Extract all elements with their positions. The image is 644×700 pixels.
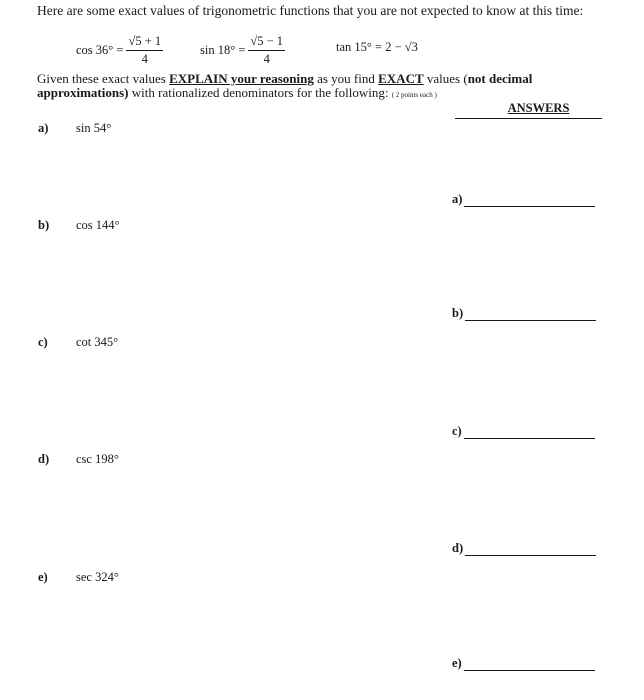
instr-part-4: with rationalized denominators for the following:	[128, 85, 389, 100]
problem-a-label: a)	[38, 121, 49, 135]
answer-a-blank[interactable]	[464, 194, 595, 207]
formula-cos36-lhs: cos 36° =	[76, 43, 124, 57]
formula-sin18-numerator: √5 − 1	[248, 34, 285, 51]
answer-b-blank[interactable]	[465, 308, 596, 321]
formula-cos36-denominator: 4	[141, 52, 148, 66]
formula-cos36	[76, 34, 163, 67]
formula-sin18-lhs: sin 18° =	[200, 43, 246, 57]
instr-explain: EXPLAIN your reasoning	[169, 71, 314, 86]
answer-c[interactable]	[452, 424, 595, 439]
answer-d-blank[interactable]	[465, 543, 596, 556]
answer-d-label: d)	[452, 541, 464, 555]
instr-exact: EXACT	[378, 71, 424, 86]
answer-c-blank[interactable]	[464, 426, 595, 439]
formula-tan15-text: tan 15° = 2 − √3	[336, 40, 418, 54]
answer-b-label: b)	[452, 306, 464, 320]
problem-e-text: sec 324°	[76, 570, 119, 584]
instr-part-3: values (	[423, 71, 468, 86]
instr-part-1: Given these exact values	[37, 71, 170, 86]
intro-text: Here are some exact values of trigonometric functions that you are not expected to know at this time:	[37, 3, 584, 18]
answers-header-text: ANSWERS	[507, 101, 570, 115]
problem-d-text: csc 198°	[76, 452, 119, 466]
formula-sin18-fraction	[248, 34, 285, 67]
instr-approximations: approximations)	[37, 85, 129, 100]
formula-tan15	[336, 40, 418, 55]
instr-not-decimal: not decimal	[467, 71, 533, 86]
answer-a-label: a)	[452, 192, 463, 206]
answer-d[interactable]	[452, 541, 596, 556]
problem-b-text: cos 144°	[76, 218, 120, 232]
answer-e-blank[interactable]	[464, 658, 595, 671]
answer-e-label: e)	[452, 656, 462, 670]
problem-c-text: cot 345°	[76, 335, 119, 349]
answer-c-label: c)	[452, 424, 462, 438]
answers-header	[455, 101, 602, 119]
problem-e-label: e)	[38, 570, 48, 584]
problem-b-label: b)	[38, 218, 50, 232]
instructions-line-2	[37, 86, 532, 102]
formula-cos36-fraction	[126, 34, 163, 67]
answer-b[interactable]	[452, 306, 596, 321]
instr-points: ( 2 points each )	[391, 91, 437, 99]
instructions-line-1	[37, 72, 532, 86]
problem-c-label: c)	[38, 335, 48, 349]
formula-cos36-numerator: √5 + 1	[126, 34, 163, 51]
problem-d-label: d)	[38, 452, 50, 466]
problem-a-text: sin 54°	[76, 121, 112, 135]
formula-sin18-denominator: 4	[263, 52, 270, 66]
answer-a[interactable]	[452, 192, 595, 207]
instr-part-2: as you find	[313, 71, 379, 86]
answer-e[interactable]	[452, 656, 595, 671]
instructions	[37, 72, 532, 102]
formula-sin18	[200, 34, 285, 67]
